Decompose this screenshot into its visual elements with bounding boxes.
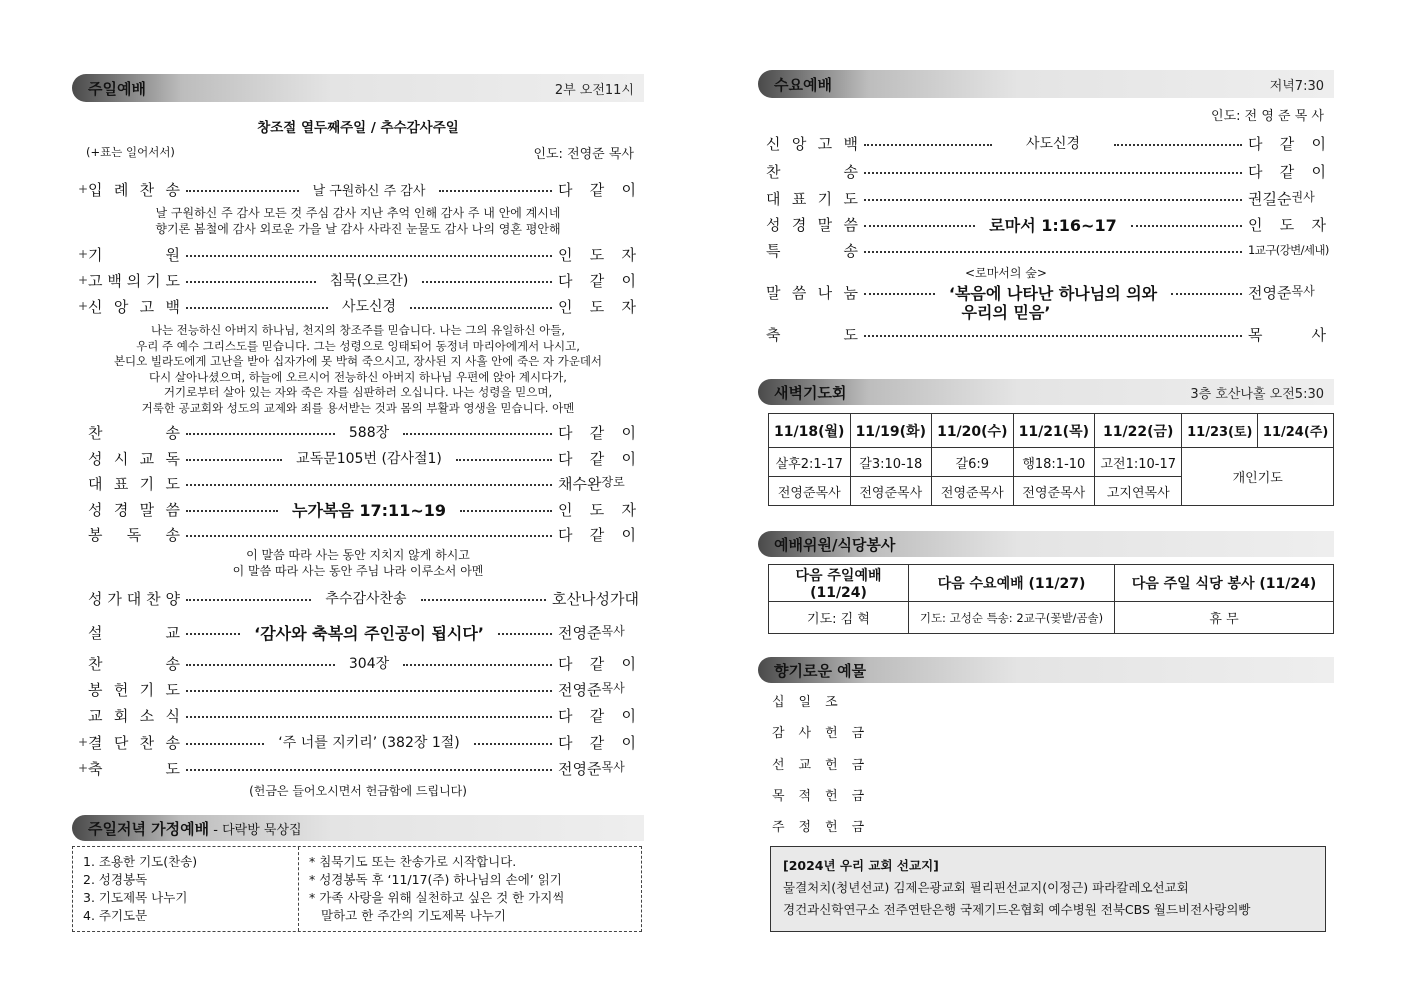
left-page <box>72 0 644 992</box>
scripture-reading: 누가복음 17:11~19 <box>292 500 446 520</box>
apostles-creed: 나는 전능하신 아버지 하나님, 천지의 창조주를 믿습니다. 나는 그의 유일하신 아들, 우리 주 예수 그리스도를 믿습니다. 그는 성령으로 잉태되어 동정녀 마리아에게서 나시고, 본디오 빌라도에게 고난을 받아 십자가에 못 박혀 죽으시고, 장사된 지 사흘 안에 죽은 자 가운데서 다시 살아나셨으며, 하늘에 오르시어 전능하신 아버지 하나님 우편에 앉아 계시다가, 거기로부터 살아 있는 자와 죽은 자를 심판하러 오십니다. 나는 성령을 믿으며, 거룩한 공교회와 성도의 교제와 죄를 용서받는 것과 몸의 부활과 영생을 믿습니다. 아멘 <box>113 323 603 415</box>
offering-item: 십일조 <box>772 695 852 710</box>
offering-item: 선교헌금 <box>772 758 879 773</box>
evening-box <box>72 846 642 932</box>
mission-title: [2024년 우리 교회 선교지] <box>783 858 939 873</box>
evening-title: 주일저녁 가정예배 <box>88 819 210 838</box>
order-item: 봉 헌 기 도 전영준 목사 <box>88 680 625 699</box>
order-item: 특 송 1교구(강변/세내) <box>766 241 1329 260</box>
order-item: 봉 독 송 다 같 이 <box>88 525 636 544</box>
order-item: + 고 백 의 기 도 침묵(오르간) 다 같 이 <box>78 271 637 290</box>
order-item: + 신 앙 고 백 사도신경 인 도 자 <box>78 297 637 316</box>
order-item: + 입 례 찬 송 날 구원하신 주 감사 다 같 이 <box>78 180 636 199</box>
offerings-header <box>758 657 1334 683</box>
order-item: 성 시 교 독 교독문105번 (감사절1) 다 같 이 <box>88 449 637 468</box>
order-item: 찬 송 588장 다 같 이 <box>88 423 636 442</box>
servants-header <box>758 531 1334 557</box>
stand-note: (+표는 일어서서) <box>86 145 175 159</box>
servants-title: 예배위원/식당봉사 <box>774 535 896 554</box>
order-item: 교 회 소 식 다 같 이 <box>88 706 636 725</box>
evening-header <box>72 815 644 841</box>
order-item: 찬 송 다 같 이 <box>766 162 1326 181</box>
mission-line: 경건과신학연구소 전주연탄은행 국제기드온협회 예수병원 전북CBS 월드비전사랑의빵 <box>783 902 1251 917</box>
order-item: 대 표 기 도 권길순 권사 <box>766 189 1315 208</box>
order-label: 입 례 찬 송 <box>88 180 180 199</box>
offering-note: (헌금은 들어오시면서 헌금함에 드립니다) <box>249 784 467 798</box>
order-item: + 기 원 인 도 자 <box>78 245 636 264</box>
order-item: 신 앙 고 백 사도신경 다 같 이 <box>766 134 1327 153</box>
offering-item: 주정헌금 <box>772 820 879 835</box>
sunday-header <box>72 74 644 102</box>
reading-response: 이 말씀 따라 사는 동안 지치지 않게 하시고 이 말씀 따라 사는 동안 주님 나라 이루소서 아멘 <box>232 548 484 578</box>
mission-box <box>770 846 1326 932</box>
wednesday-header <box>758 70 1334 98</box>
sunday-leader: 인도: 전영준 목사 <box>533 147 634 162</box>
hymn-lyrics: 날 구원하신 주 감사 모든 것 주심 감사 지난 추억 인해 감사 주 내 안에 계시네 향기론 봄철에 감사 외로운 가을 날 감사 사라진 눈물도 감사 나의 영혼 평안해 <box>155 206 561 236</box>
wednesday-leader: 인도: 전 영 준 목 사 <box>1211 109 1324 124</box>
dawn-table: 11/18(월) 11/19(화) 11/20(수) 11/21(목) 11/22(금) 11/23(토) 11/24(주) 살후2:1-17 갈3:10-18 갈6:9 행18:1-10 고전1:10-17 개인기도 전영준목사 전영준목사 전영준목사 전영준목사 고지연목사 <box>768 413 1334 506</box>
wednesday-time: 저녁7:30 <box>1269 78 1324 94</box>
order-item: + 결 단 찬 송 ‘주 너를 지키리’ (382장 1절) 다 같 이 <box>78 733 637 752</box>
evening-subtitle: - 다락방 묵상집 <box>213 822 302 838</box>
order-item: 성 가 대 찬 양 추수감사찬송 호 산 나 성 가 대 <box>88 589 639 608</box>
sunday-title: 주일예배 <box>88 79 146 98</box>
order-item: 축 도 목 사 <box>766 325 1326 344</box>
evening-notes: * 침묵기도 또는 찬송가로 시작합니다. * 성경봉독 후 ‘11/17(주) 하나님의 손에’ 읽기 * 가족 사랑을 위해 실천하고 싶은 것 한 가지씩 말하고 한 주간의 기도제목 나누기 <box>309 854 565 923</box>
offering-item: 감사헌금 <box>772 726 879 741</box>
dawn-info: 3층 호산나홀 오전5:30 <box>1190 386 1324 402</box>
evening-steps: 1. 조용한 기도(찬송) 2. 성경봉독 3. 기도제목 나누기 4. 주기도문 <box>73 847 299 931</box>
servants-table: 다음 주일예배 (11/24) 다음 수요예배 (11/27) 다음 주일 식당 봉사 (11/24) 기도: 김 혁 기도: 고성순 특송: 2교구(꽃밭/곰솔) 휴 무 <box>768 564 1334 634</box>
dawn-title: 새벽기도회 <box>774 383 847 402</box>
order-item: + 축 도 전영준 목사 <box>78 759 625 778</box>
offerings-title: 향기로운 예물 <box>774 661 867 680</box>
order-item: 성 경 말 씀 로마서 1:16~17 인 도 자 <box>766 215 1327 235</box>
sermon-title: ‘감사와 축복의 주인공이 됩시다’ <box>254 623 484 643</box>
order-item: 성 경 말 씀 누가복음 17:11~19 인 도 자 <box>78 498 636 520</box>
wednesday-title: 수요예배 <box>774 75 832 94</box>
sunday-time: 2부 오전11시 <box>554 82 634 98</box>
dawn-header <box>758 379 1334 405</box>
sermon-series: <로마서의 숲> <box>965 266 1047 280</box>
mission-line: 물결처치(청년선교) 김제은광교회 필리핀선교지(이정근) 파라칼레오선교회 <box>783 880 1189 895</box>
wednesday-sermon-title-2: 우리의 믿음’ <box>961 303 1051 322</box>
order-item: 설 교 ‘감사와 축복의 주인공이 됩시다’ 전영준 목사 <box>78 621 636 643</box>
sunday-theme: 창조절 열두째주일 / 추수감사주일 <box>257 120 459 136</box>
offering-item: 목적헌금 <box>772 789 879 804</box>
order-item: 말 씀 나 눔 ‘복음에 나타난 하나님의 의와 전영준 목사 <box>766 281 1326 303</box>
order-item: 찬 송 304장 다 같 이 <box>88 654 636 673</box>
wednesday-sermon-title: ‘복음에 나타난 하나님의 의와 <box>948 283 1158 303</box>
order-item: 대 표 기 도 채수완 장로 <box>88 474 625 493</box>
right-page <box>758 0 1334 992</box>
